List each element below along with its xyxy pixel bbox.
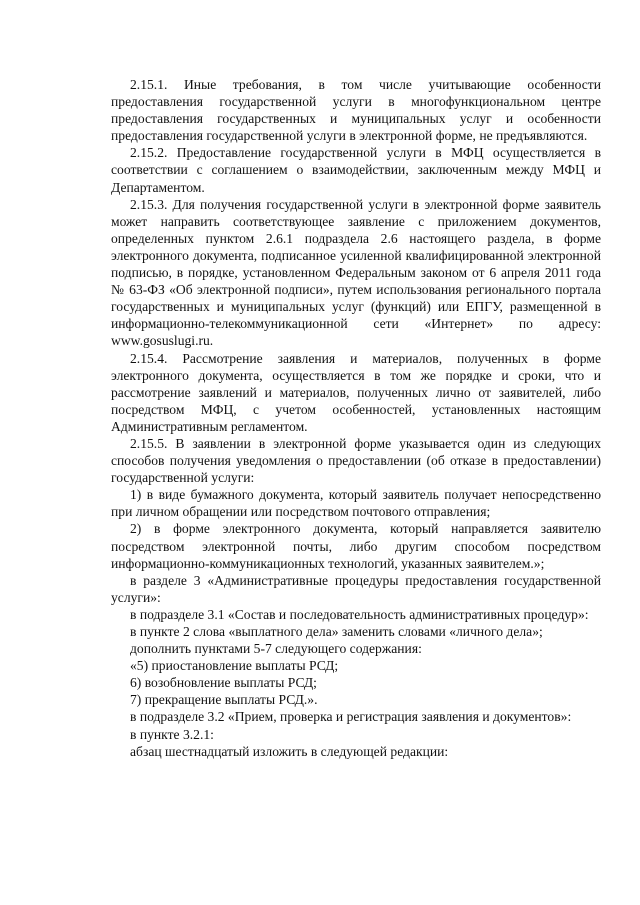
- paragraph-point-3-2-1: в пункте 3.2.1:: [130, 726, 214, 742]
- document-body: [111, 76, 601, 760]
- list-item-1: 1) в виде бумажного документа, который заявитель получает непосредственно при личном обращении или посредством почтового отправления;: [111, 487, 601, 520]
- paragraph-subsection-3-1: в подразделе 3.1 «Состав и последовательность административных процедур»:: [130, 606, 589, 622]
- paragraph-2-15-4: 2.15.4. Рассмотрение заявления и материалов, полученных в форме электронного документа, осуществляется в том же порядке и сроки, что и рассмотрение заявлений и материалов, полученных лично от заявителей, либо посредством МФЦ, с учетом особенностей, установленных настоящим Административным регламентом.: [111, 350, 601, 434]
- paragraph-abzac-16: абзац шестнадцатый изложить в следующей редакции:: [130, 743, 449, 759]
- paragraph-2-15-1: 2.15.1. Иные требования, в том числе учитывающие особенности предоставления государственной услуги в многофункциональном центре предоставления государственных и муниципальных услуг и особенности предоставления государственной услуги в электронной форме, не предъявляются.: [111, 77, 601, 144]
- paragraph-2-15-2: 2.15.2. Предоставление государственной услуги в МФЦ осуществляется в соответствии с соглашением о взаимодействии, заключенным между МФЦ и Департаментом.: [111, 145, 601, 195]
- list-item-2: 2) в форме электронного документа, который направляется заявителю посредством электронной почты, либо другим способом посредством информационно-коммуникационных технологий, указанных заявителем.»;: [111, 521, 601, 571]
- paragraph-section-3: в разделе 3 «Административные процедуры предоставления государственной услуги»:: [111, 572, 601, 605]
- paragraph-add-points: дополнить пунктами 5-7 следующего содержания:: [130, 641, 422, 657]
- paragraph-2-15-5: 2.15.5. В заявлении в электронной форме указывается один из следующих способов получения уведомления о предоставлении (об отказе в предоставлении) государственной услуги:: [111, 435, 601, 486]
- paragraph-point-2: в пункте 2 слова «выплатного дела» заменить словами «личного дела»;: [130, 624, 543, 639]
- list-item-5: «5) приостановление выплаты РСД;: [130, 658, 339, 674]
- list-item-7: 7) прекращение выплаты РСД.».: [130, 692, 318, 708]
- list-item-6: 6) возобновление выплаты РСД;: [130, 675, 317, 691]
- paragraph-2-15-3: 2.15.3. Для получения государственной услуги в электронной форме заявитель может направить соответствующее заявление с приложением документов, определенных пунктом 2.6.1 подраздела 2.6 настоящего раздела, в форме электронного документа, подписанное усиленной квалифицированной электронной подписью, в порядке, установленном Федеральным законом от 6 апреля 2011 года № 63-ФЗ «Об электронной подписи», путем использования регионального портала государственных и муниципальных услуг (функций) или ЕПГУ, размещенной в информационно-телекоммуникационной сети «Интернет» по адресу: www.gosuslugi.ru.: [111, 196, 601, 349]
- paragraph-subsection-3-2: в подразделе 3.2 «Прием, проверка и регистрация заявления и документов»:: [130, 709, 572, 725]
